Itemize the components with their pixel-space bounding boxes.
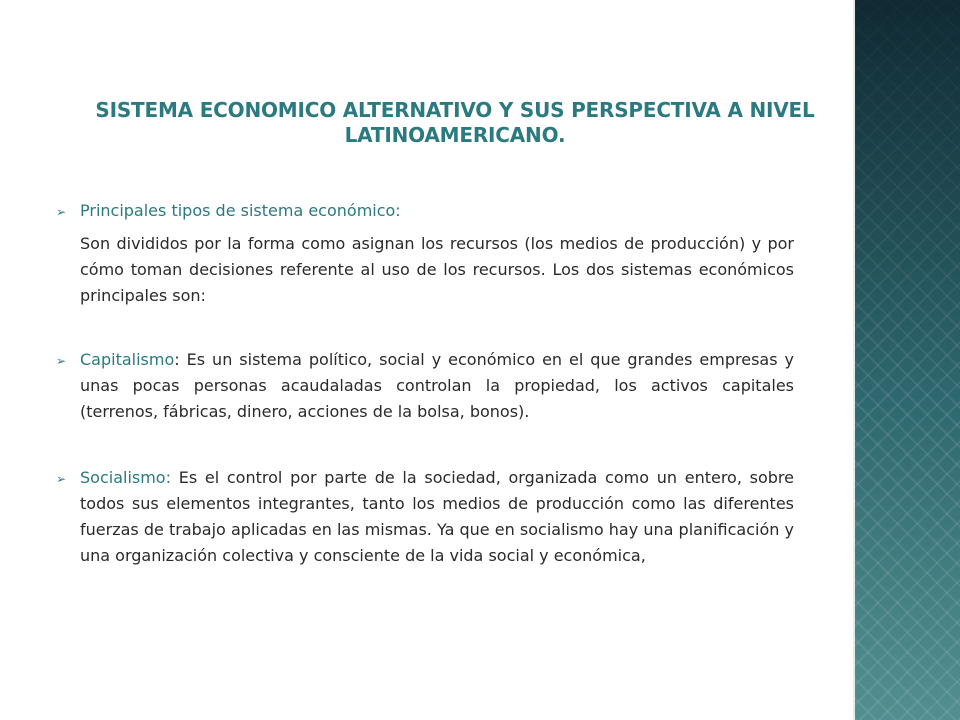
- item-paragraph: Son divididos por la forma como asignan los recursos (los medios de producción) y por cómo toman decisiones referente al uso de los recursos. Los dos sistemas económicos principales son:: [80, 234, 794, 305]
- arrow-bullet-icon: ➢: [56, 354, 67, 368]
- bullet-item-socialismo: [56, 465, 794, 569]
- bullet-item-principales: [56, 198, 794, 224]
- arrow-bullet-icon: ➢: [56, 472, 67, 486]
- item-heading: Socialismo:: [80, 468, 171, 487]
- slide-content: [56, 198, 794, 569]
- item-heading: Principales tipos de sistema económico:: [80, 201, 401, 220]
- item-text: Es el control por parte de la sociedad, organizada como un entero, sobre todos sus elementos integrantes, tanto los medios de producción como las diferentes fuerzas de trabajo aplicadas en las mismas. Ya que en socialismo hay una planificación y una organización colectiva y consciente de la vida social y económica,: [80, 468, 794, 565]
- slide-title: SISTEMA ECONOMICO ALTERNATIVO Y SUS PERSPECTIVA A NIVEL LATINOAMERICANO.: [95, 98, 815, 147]
- item-text: : Es un sistema político, social y económico en el que grandes empresas y unas pocas personas acaudaladas controlan la propiedad, los activos capitales (terrenos, fábricas, dinero, acciones de la bolsa, bonos).: [80, 350, 794, 421]
- decorative-side-panel: [855, 0, 960, 720]
- item-heading: Capitalismo: [80, 350, 175, 369]
- arrow-bullet-icon: ➢: [56, 205, 67, 219]
- bullet-item-capitalismo: [56, 347, 794, 425]
